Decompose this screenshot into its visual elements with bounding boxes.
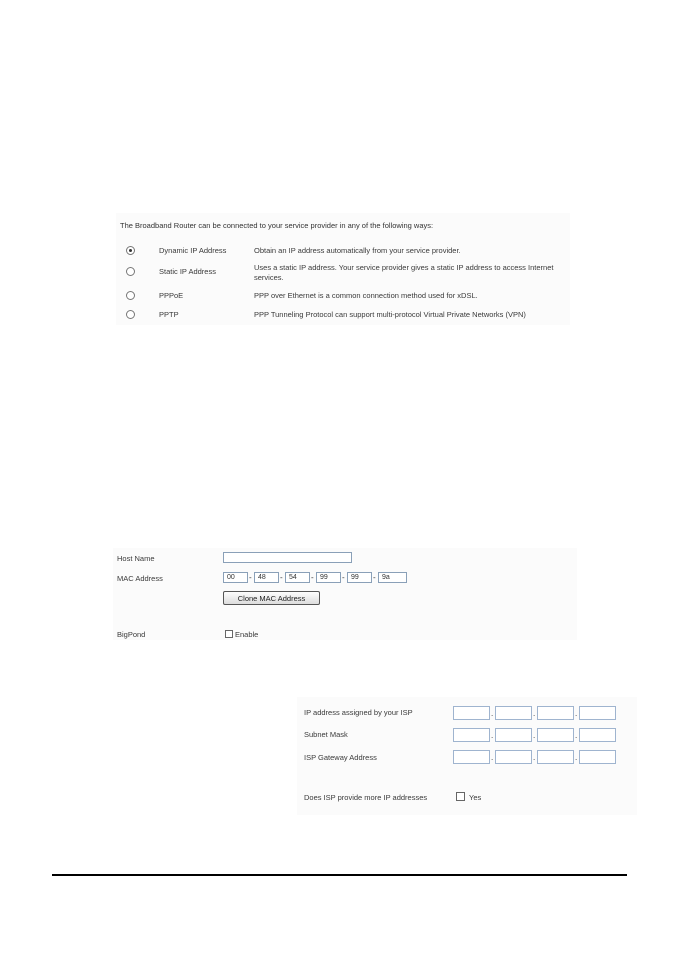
- mac-octet-3[interactable]: [285, 572, 310, 583]
- ip-dot: .: [491, 753, 494, 762]
- connection-intro: The Broadband Router can be connected to your service provider in any of the following ways:: [120, 221, 434, 230]
- gateway-octet-3[interactable]: [537, 750, 574, 764]
- gateway-octet-2[interactable]: [495, 750, 532, 764]
- mac-separator: -: [249, 573, 252, 582]
- isp-ip-octet-3[interactable]: [537, 706, 574, 720]
- mac-separator: -: [311, 573, 314, 582]
- host-settings-panel: [113, 548, 577, 640]
- more-ip-label: Does ISP provide more IP addresses: [304, 793, 428, 802]
- pppoe-desc: PPP over Ethernet is a common connection method used for xDSL.: [254, 291, 478, 300]
- ip-dot: .: [575, 731, 578, 740]
- mac-separator: -: [342, 573, 345, 582]
- pptp-desc: PPP Tunneling Protocol can support multi-protocol Virtual Private Networks (VPN): [254, 310, 526, 319]
- static-ip-desc: Uses a static IP address. Your service provider gives a static IP address to access Internet services.: [254, 263, 554, 282]
- pptp-radio[interactable]: [126, 310, 135, 319]
- mac-octet-5[interactable]: [347, 572, 372, 583]
- mac-octet-1[interactable]: [223, 572, 248, 583]
- static-ip-radio[interactable]: [126, 267, 135, 276]
- gateway-label: ISP Gateway Address: [304, 753, 377, 762]
- ip-dot: .: [491, 731, 494, 740]
- pptp-label: PPTP: [159, 310, 179, 319]
- bigpond-enable-checkbox[interactable]: [225, 630, 233, 638]
- dynamic-ip-desc: Obtain an IP address automatically from your service provider.: [254, 246, 461, 255]
- mac-octet-2[interactable]: [254, 572, 279, 583]
- isp-ip-label: IP address assigned by your ISP: [304, 708, 413, 717]
- ip-dot: .: [491, 709, 494, 718]
- static-ip-label: Static IP Address: [159, 267, 216, 276]
- subnet-octet-3[interactable]: [537, 728, 574, 742]
- dynamic-ip-label: Dynamic IP Address: [159, 246, 227, 255]
- mac-octet-4[interactable]: [316, 572, 341, 583]
- subnet-mask-label: Subnet Mask: [304, 730, 348, 739]
- connection-type-panel: [116, 213, 570, 325]
- ip-dot: .: [533, 709, 536, 718]
- mac-address-label: MAC Address: [117, 574, 163, 583]
- clone-mac-button[interactable]: Clone MAC Address: [223, 591, 320, 605]
- isp-ip-octet-2[interactable]: [495, 706, 532, 720]
- mac-octet-6[interactable]: [378, 572, 407, 583]
- subnet-octet-4[interactable]: [579, 728, 616, 742]
- ip-dot: .: [575, 753, 578, 762]
- isp-ip-octet-1[interactable]: [453, 706, 490, 720]
- subnet-octet-2[interactable]: [495, 728, 532, 742]
- static-ip-panel: [297, 697, 637, 815]
- pppoe-label: PPPoE: [159, 291, 184, 300]
- isp-ip-octet-4[interactable]: [579, 706, 616, 720]
- ip-dot: .: [575, 709, 578, 718]
- pppoe-radio[interactable]: [126, 291, 135, 300]
- bigpond-label: BigPond: [117, 630, 146, 639]
- mac-separator: -: [280, 573, 283, 582]
- footer-rule: [52, 874, 627, 876]
- gateway-octet-1[interactable]: [453, 750, 490, 764]
- dynamic-ip-radio[interactable]: [126, 246, 135, 255]
- ip-dot: .: [533, 753, 536, 762]
- host-name-label: Host Name: [117, 554, 155, 563]
- host-name-input[interactable]: [223, 552, 352, 563]
- more-ip-yes-label: Yes: [469, 793, 482, 802]
- more-ip-checkbox[interactable]: [456, 792, 465, 801]
- mac-separator: -: [373, 573, 376, 582]
- ip-dot: .: [533, 731, 536, 740]
- bigpond-enable-label: Enable: [235, 630, 259, 639]
- subnet-octet-1[interactable]: [453, 728, 490, 742]
- gateway-octet-4[interactable]: [579, 750, 616, 764]
